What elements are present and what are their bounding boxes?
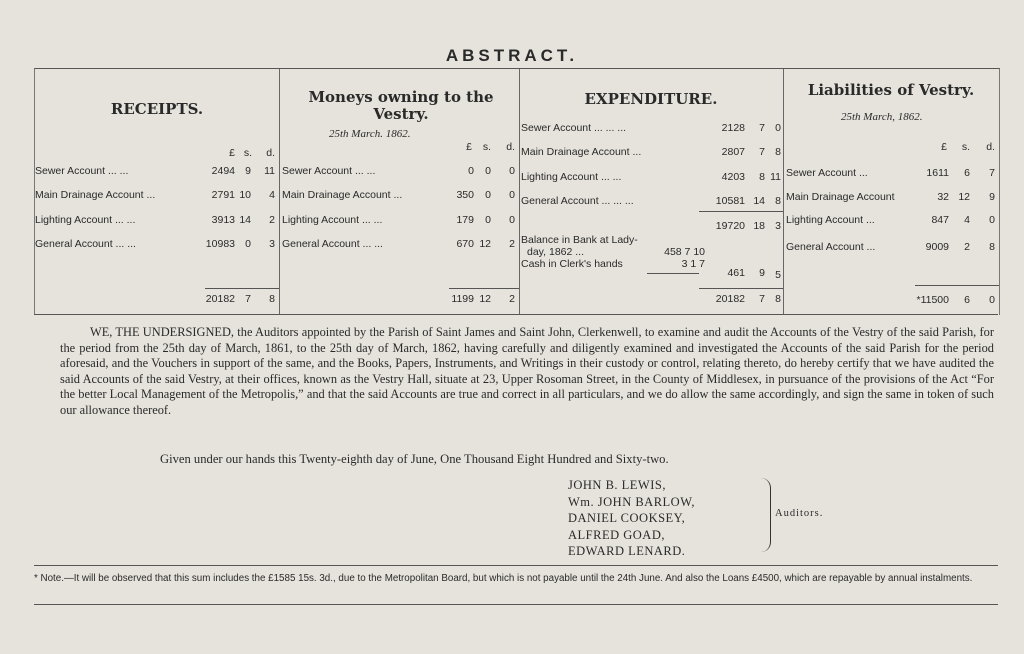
auditor-name: EDWARD LENARD. <box>568 544 686 558</box>
receipts-total-shillings: 7 <box>245 293 251 305</box>
moneys-owing-row-shillings: 0 <box>485 214 491 226</box>
balance-total-shillings: 9 <box>759 267 765 279</box>
expenditure-row-pounds: 2128 <box>721 122 745 134</box>
footer-bottom-rule <box>34 604 998 605</box>
column-divider <box>279 69 280 315</box>
liabilities-row-label: Lighting Account ... <box>786 214 875 226</box>
auditor-name: Wm. JOHN BARLOW, <box>568 494 695 509</box>
currency-label: s. <box>482 141 491 153</box>
moneys-owing-row-label: Lighting Account ... ... <box>282 214 383 226</box>
cash-label: Cash in Clerk's hands <box>521 258 623 270</box>
receipts-row-pence: 4 <box>269 189 275 201</box>
balance-amount: 458 7 10 <box>664 246 705 258</box>
currency-label: £ <box>941 141 947 153</box>
receipts-row-shillings: 0 <box>245 238 251 250</box>
abstract-table <box>34 68 1000 315</box>
total-rule <box>205 288 279 289</box>
balance-total-pence: 5 <box>775 269 781 281</box>
liabilities-row-label: General Account ... <box>786 241 876 253</box>
total-rule <box>915 285 999 286</box>
receipts-row-pounds: 2494 <box>211 165 235 177</box>
footnote: * Note.—It will be observed that this sum includes the £1585 15s. 3d., due to the Metropolitan Board, but which is not payable until the 24th June. And also the Loans £4500, which are repayable by annual instalments. <box>34 573 973 584</box>
moneys-owing-row-label: General Account ... ... <box>282 238 383 250</box>
receipts-row-pence: 11 <box>264 165 275 177</box>
liabilities-row-pence: 7 <box>989 167 995 179</box>
expenditure-row-shillings: 7 <box>759 146 765 158</box>
auditors-label: Auditors. <box>775 508 824 519</box>
liabilities-row-label: Main Drainage Account <box>786 191 895 203</box>
currency-label: d. <box>266 147 275 159</box>
receipts-row-pence: 3 <box>269 238 275 250</box>
expenditure-row-pence: 8 <box>775 146 781 158</box>
moneys-owing-heading: Moneys owning to the Vestry. <box>308 88 494 123</box>
receipts-row-label: Main Drainage Account ... <box>35 189 156 201</box>
column-divider <box>783 69 784 315</box>
liabilities-row-shillings: 12 <box>958 191 970 203</box>
expenditure-subtotal-pence: 3 <box>775 220 781 232</box>
receipts-row-shillings: 14 <box>239 214 251 226</box>
expenditure-subtotal-pounds: 19720 <box>715 220 745 232</box>
receipts-heading: RECEIPTS. <box>110 100 204 118</box>
balance-total-pounds: 461 <box>727 267 745 279</box>
expenditure-row-pence: 0 <box>775 122 781 134</box>
expenditure-total-pence: 8 <box>775 293 781 305</box>
expenditure-row-pounds: 10581 <box>715 195 745 207</box>
expenditure-row-label: Sewer Account ... ... ... <box>521 122 627 134</box>
receipts-row-label: Sewer Account ... ... <box>35 165 129 177</box>
liabilities-total-pounds: *11500 <box>916 294 949 306</box>
expenditure-row-pence: 8 <box>775 195 781 207</box>
liabilities-heading: Liabilities of Vestry. <box>807 81 975 99</box>
liabilities-row-pence: 9 <box>989 191 995 203</box>
expenditure-subtotal-shillings: 18 <box>753 220 765 232</box>
expenditure-row-pounds: 2807 <box>721 146 745 158</box>
moneys-owing-row-shillings: 0 <box>485 165 491 177</box>
total-rule <box>699 288 783 289</box>
currency-label: d. <box>506 141 515 153</box>
expenditure-row-label: General Account ... ... ... <box>521 195 634 207</box>
moneys-owing-row-pence: 0 <box>509 189 515 201</box>
moneys-owing-row-label: Sewer Account ... ... <box>282 165 376 177</box>
liabilities-row-pounds: 847 <box>931 214 949 226</box>
expenditure-row-pounds: 4203 <box>721 171 745 183</box>
moneys-owing-row-pounds: 350 <box>456 189 474 201</box>
liabilities-row-pence: 8 <box>989 241 995 253</box>
total-rule <box>449 288 519 289</box>
receipts-row-shillings: 9 <box>245 165 251 177</box>
auditor-name: JOHN B. LEWIS, <box>568 478 666 492</box>
liabilities-row-pounds: 1611 <box>926 167 949 179</box>
liabilities-row-pence: 0 <box>989 214 995 226</box>
receipts-total-pounds: 20182 <box>205 293 235 305</box>
table-bottom-rule <box>34 314 998 315</box>
receipts-row-pounds: 2791 <box>211 189 235 201</box>
receipts-row-label: General Account ... ... <box>35 238 136 250</box>
moneys-owing-row-pounds: 179 <box>456 214 474 226</box>
moneys-owing-total-pence: 2 <box>509 293 515 305</box>
receipts-total-pence: 8 <box>269 293 275 305</box>
given-line: Given under our hands this Twenty-eighth day of June, One Thousand Eight Hundred and Sixty-two. <box>160 452 669 466</box>
liabilities-row-shillings: 6 <box>964 167 970 179</box>
liabilities-row-pounds: 9009 <box>925 241 949 253</box>
certificate-text: WE, THE UNDERSIGNED, the Auditors appointed by the Parish of Saint James and Saint John, Clerkenwell, to examine and audit the Accounts of the Vestry of the said Parish, for the period from the 25th day of March, 1861, to the 25th day of March, 1862, having carefully and diligently examined and investigated the Accounts of the said Parish for the period aforesaid, and the Vouchers in support of the same, and the Books, Papers, Instruments, and Writings in their custody or control, relating thereto, do hereby certify that we have audited the said Accounts of the said Vestry, at their offices, known as the Vestry Hall, situate at 23, Upper Rosoman Street, in the County of Middlesex, in pursuance of the provisions of the Act “For the better Local Management of the Metropolis,” and that the said Accounts are true and correct in all particulars, and we do allow the same accordingly, and sign the same in token of such our allowance thereof. <box>60 325 994 417</box>
moneys-owing-row-pence: 0 <box>509 214 515 226</box>
liabilities-row-pounds: 32 <box>937 191 949 203</box>
currency-label: £ <box>466 141 472 153</box>
receipts-row-pounds: 3913 <box>211 214 235 226</box>
currency-label: d. <box>986 141 995 153</box>
balance-label-cont: day, 1862 ... <box>527 246 585 258</box>
currency-label: s. <box>961 141 970 153</box>
auditors-brace <box>760 478 771 552</box>
receipts-row-pounds: 10983 <box>205 238 235 250</box>
moneys-owing-row-label: Main Drainage Account ... <box>282 189 403 201</box>
moneys-owing-total-shillings: 12 <box>479 293 491 305</box>
moneys-owing-row-pounds: 0 <box>468 165 474 177</box>
liabilities-row-shillings: 4 <box>964 214 970 226</box>
subtotal-rule <box>699 211 783 212</box>
expenditure-row-shillings: 8 <box>759 171 765 183</box>
moneys-owing-row-pence: 0 <box>509 165 515 177</box>
expenditure-heading: EXPENDITURE. <box>584 90 718 108</box>
liabilities-total-shillings: 6 <box>964 294 970 306</box>
moneys-owing-row-pence: 2 <box>509 238 515 250</box>
expenditure-row-label: Lighting Account ... ... <box>521 171 622 183</box>
balance-label: Balance in Bank at Lady- <box>521 234 638 246</box>
moneys-owing-row-shillings: 0 <box>485 189 491 201</box>
abstract-title: ABSTRACT. <box>445 46 579 65</box>
balance-rule <box>647 273 699 274</box>
expenditure-row-pence: 11 <box>770 171 781 183</box>
moneys-owing-row-pounds: 670 <box>456 238 474 250</box>
currency-label: £ <box>229 147 235 159</box>
moneys-owing-total-pounds: 1199 <box>451 293 474 305</box>
receipts-row-shillings: 10 <box>239 189 251 201</box>
moneys-owing-date: 25th March. 1862. <box>329 128 411 140</box>
expenditure-total-shillings: 7 <box>759 293 765 305</box>
liabilities-row-label: Sewer Account ... <box>786 167 868 179</box>
liabilities-row-shillings: 2 <box>964 241 970 253</box>
expenditure-row-label: Main Drainage Account ... <box>521 146 642 158</box>
expenditure-row-shillings: 7 <box>759 122 765 134</box>
expenditure-row-shillings: 14 <box>753 195 765 207</box>
receipts-row-label: Lighting Account ... ... <box>35 214 136 226</box>
footer-rule <box>34 565 998 566</box>
liabilities-date: 25th March, 1862. <box>841 111 923 123</box>
auditor-name: ALFRED GOAD, <box>568 527 665 542</box>
expenditure-total-pounds: 20182 <box>715 293 745 305</box>
auditors-list <box>568 477 695 560</box>
currency-label: s. <box>243 147 252 159</box>
moneys-owing-row-shillings: 12 <box>479 238 491 250</box>
cash-amount: 3 1 7 <box>681 258 705 270</box>
receipts-row-pence: 2 <box>269 214 275 226</box>
auditor-name: DANIEL COOKSEY, <box>568 511 686 525</box>
liabilities-total-pence: 0 <box>989 294 995 306</box>
